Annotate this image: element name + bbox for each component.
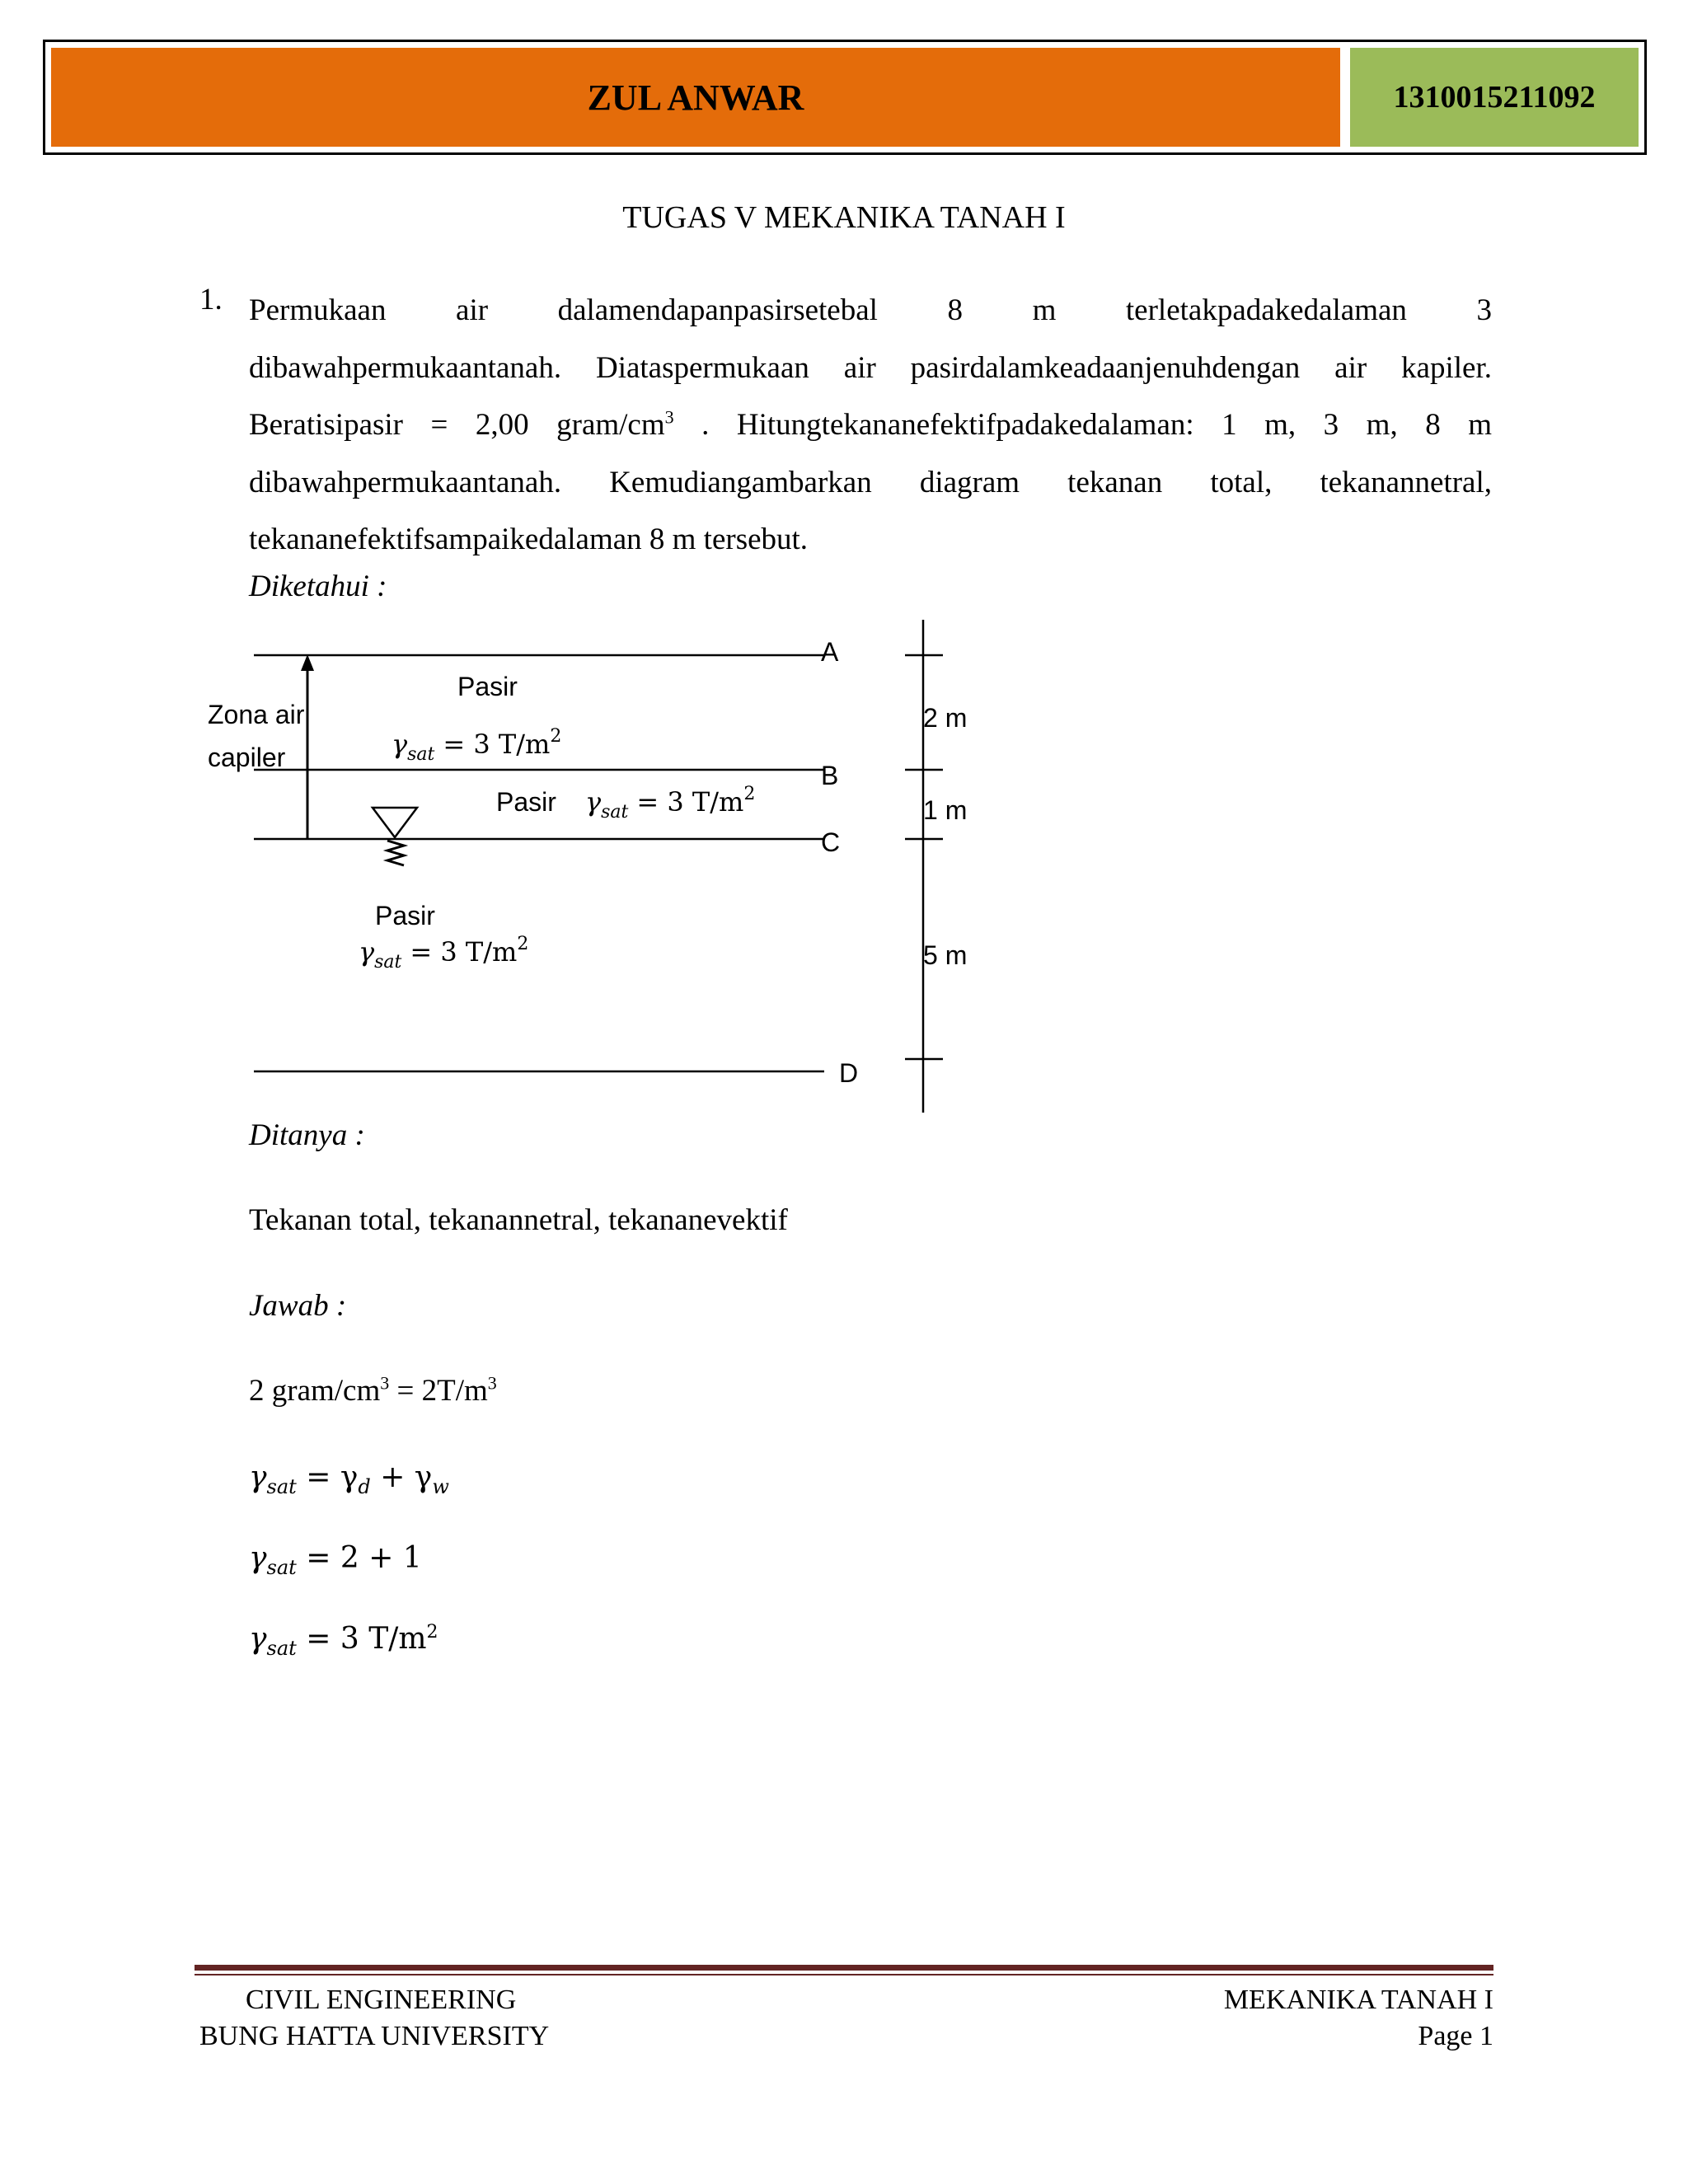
layer2-name: Pasir (496, 787, 556, 817)
layer2-gamma-symbol: γ (585, 786, 602, 818)
ditanya-label: Ditanya : (249, 1118, 365, 1152)
zone-label-2: capiler (208, 743, 286, 772)
footer-course: MEKANIKA TANAH I (1223, 1985, 1493, 2015)
layer1-gamma-value: = 3 T/m (443, 729, 551, 760)
dim-label-2: 1 m (923, 795, 968, 825)
layer3-gamma-value: = 3 T/m (410, 936, 518, 968)
footer-rule-thin (195, 1974, 1493, 1975)
capillary-arrow-head (301, 654, 314, 671)
layer1-gamma-symbol: γ (392, 729, 408, 760)
f2-gamma: γ (249, 1541, 267, 1575)
question-line-1-word: 8 (947, 293, 963, 327)
f3-gamma: γ (249, 1622, 267, 1656)
formula-gamma-sat-definition (249, 1460, 449, 1498)
water-table-icon (373, 808, 417, 837)
f3-exp: 2 (426, 1622, 438, 1643)
layer1-gamma-exp: 2 (550, 726, 562, 747)
f3-sub-sat: sat (266, 1637, 297, 1661)
f2-rhs: = 2 + 1 (306, 1541, 422, 1575)
layer3-name: Pasir (375, 901, 435, 930)
footer-university: BUNG HATTA UNIVERSITY (199, 2021, 550, 2051)
conversion-mid: = 2T/m (389, 1374, 488, 1408)
layer2-gamma-exp: 2 (743, 784, 756, 804)
ditanya-text: Tekanan total, tekanannetral, tekananevektif (249, 1203, 788, 1237)
question-line-1-word: dalamendapanpasirsetebal (557, 293, 878, 327)
footer-dept: CIVIL ENGINEERING (246, 1985, 517, 2015)
diketahui-label: Diketahui : (249, 569, 387, 603)
document-title: TUGAS V MEKANIKA TANAH I (622, 200, 1066, 235)
f1-rhs: = γ (306, 1460, 359, 1494)
formula-gamma-sat-substitution (249, 1541, 422, 1579)
point-label-B: B (821, 761, 839, 790)
question-line-3 (249, 396, 1492, 454)
layer3-gamma-sub: sat (374, 952, 402, 972)
layer1-gamma (392, 726, 561, 765)
unit-conversion (249, 1373, 497, 1408)
conversion-exp2: 3 (487, 1372, 497, 1394)
layer2-gamma (585, 784, 755, 823)
point-label-C: C (821, 827, 841, 857)
layer3-gamma-exp: 2 (517, 934, 529, 954)
jawab-label: Jawab : (249, 1289, 347, 1323)
student-id: 1310015211092 (1350, 48, 1639, 147)
question-line-3a: Beratisipasir = 2,00 gram/cm (249, 408, 665, 442)
conversion-exp1: 3 (380, 1372, 390, 1394)
f1-sub-d: d (358, 1475, 371, 1499)
layer1-name: Pasir (457, 672, 518, 701)
question-text (249, 282, 1492, 569)
f1-sub-sat: sat (266, 1475, 297, 1499)
point-label-A: A (821, 637, 839, 667)
question-line-4: dibawahpermukaantanah. Kemudiangambarkan diagram tekanan total, tekanannetral, (249, 465, 1492, 499)
layer2-gamma-sub: sat (601, 802, 629, 823)
question-line-1-word: Permukaan (249, 293, 387, 327)
footer-rule-thick (195, 1965, 1493, 1971)
layer2-gamma-value: = 3 T/m (636, 786, 744, 818)
layer3-gamma (359, 934, 528, 972)
question-line-1-word: air (456, 293, 489, 327)
question-line-5: tekananefektifsampaikedalaman 8 m tersebut. (249, 523, 809, 556)
conversion-left: 2 gram/cm (249, 1374, 381, 1408)
formula-gamma-sat-result (249, 1622, 438, 1660)
f2-sub-sat: sat (266, 1556, 297, 1580)
water-table-squiggle-icon (387, 841, 404, 865)
f3-rhs: = 3 T/m (306, 1622, 427, 1656)
author-name: ZUL ANWAR (51, 48, 1340, 147)
f1-gamma: γ (249, 1460, 267, 1494)
dim-label-1: 2 m (923, 703, 968, 733)
question-line-2: dibawahpermukaantanah. Diataspermukaan air pasirdalamkeadaanjenuhdengan air kapiler. (249, 350, 1492, 385)
question-line-1-word: m (1032, 293, 1057, 327)
layer3-gamma-symbol: γ (359, 936, 375, 968)
question-line-1-word: terletakpadakedalaman (1125, 293, 1407, 327)
question-line-3-exp: 3 (664, 406, 674, 428)
question-number: 1. (199, 283, 223, 316)
zone-label-1: Zona air (208, 700, 305, 729)
layer1-gamma-sub: sat (407, 744, 435, 765)
question-line-1-word: 3 (1476, 293, 1492, 327)
footer-page-number: Page 1 (1418, 2021, 1493, 2051)
question-line-3b: . Hitungtekananefektifpadakedalaman: 1 m, 3 m, 8 m (673, 408, 1492, 442)
dim-label-3: 5 m (923, 940, 968, 970)
f1-plus: + γ (370, 1460, 433, 1494)
point-label-D: D (839, 1058, 859, 1088)
f1-sub-w: w (432, 1475, 449, 1499)
question-line-1 (249, 282, 1492, 340)
